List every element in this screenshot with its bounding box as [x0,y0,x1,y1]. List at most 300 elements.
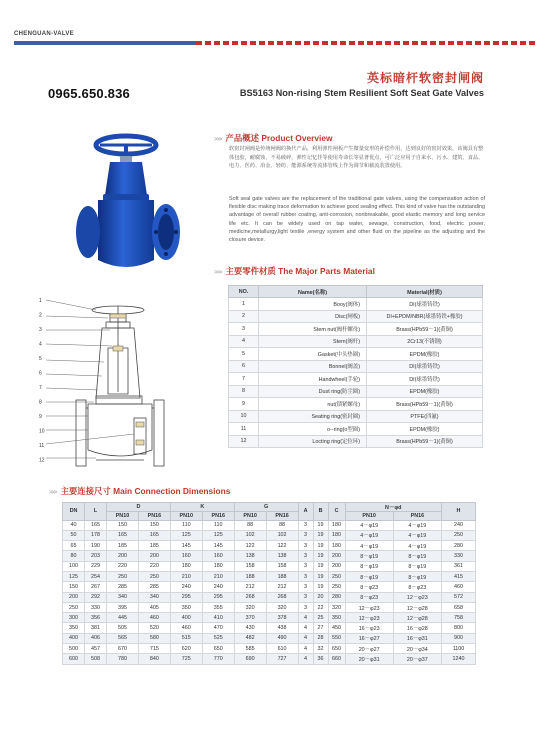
table-cell: 8－φ23 [345,592,393,602]
table-row [63,654,476,664]
table-cell: EPDM(橡胶) [367,423,483,436]
table-cell: 27 [313,623,328,633]
table-row [229,398,483,411]
table-cell: 660 [328,654,345,664]
table-cell: 4 [298,623,313,633]
table-cell: 145 [170,541,202,551]
table-cell: 180 [328,541,345,551]
table-cell: Booy(阀体) [259,298,367,311]
table-cell: 158 [266,561,298,571]
table-cell: 3 [298,541,313,551]
table-cell: Seating ring(密封圈) [259,410,367,423]
drawing-callout-label: 5 [39,356,42,362]
table-cell: 1100 [442,644,476,654]
table-row [229,423,483,436]
drawing-callout-label: 11 [39,443,45,449]
table-cell: 150 [138,520,170,530]
column-subheader: PN10 [345,512,393,521]
table-cell: 12－φ23 [393,592,441,602]
table-cell: Brass(HPb59－1)(黄铜) [367,398,483,411]
table-cell: 88 [266,520,298,530]
table-row [63,571,476,581]
table-row [63,582,476,592]
table-cell: 300 [63,613,85,623]
table-row [229,385,483,398]
table-cell: 19 [313,520,328,530]
table-row [63,613,476,623]
table-cell: 165 [85,520,107,530]
chevron-arrows-icon: >>> [214,137,222,143]
overview-text-english: Soft seal gate valves are the replacement of the traditional gate valves, using the compensation action of flexible disc making trace deformation to achieve good sealing effect. This kind of valve has the outstanding advantage of overall rubber coating, anti-corrosion, nonbreakable, good elastic memory and long service life etc. It can be widely used on tap water, sewage, construction, food, electric power, medicine,metallurgy,light textile ,energy system and other fluid on the pipeline as the adjusting and the closure device. [229,196,486,244]
table-cell: 5 [229,348,259,361]
table-cell: 102 [266,530,298,540]
table-cell: 220 [107,561,139,571]
table-cell: 12 [229,435,259,448]
connection-heading: >>> 主要连接尺寸 Main Connection Dimensions [49,486,231,496]
table-cell: 450 [328,623,345,633]
table-cell: 250 [107,571,139,581]
table-cell: 405 [138,602,170,612]
table-cell: 158 [234,561,266,571]
table-cell: 200 [138,551,170,561]
table-cell: 381 [85,623,107,633]
table-cell: 525 [202,633,234,643]
table-cell: 3 [298,530,313,540]
table-row [229,323,483,336]
column-header: Name(名称) [259,286,367,298]
column-subheader: PN10 [234,512,266,521]
column-header: DN [63,503,85,521]
table-row [229,360,483,373]
table-row [229,410,483,423]
table-cell: 320 [328,602,345,612]
table-cell: 330 [85,602,107,612]
table-cell: 36 [313,654,328,664]
table-cell: 3 [298,571,313,581]
column-subheader: PN16 [138,512,170,521]
table-cell: 188 [266,571,298,581]
chevron-arrows-icon: >>> [214,270,222,276]
drawing-callout-label: 8 [39,399,42,406]
column-header: A [298,503,313,521]
table-cell: 19 [313,530,328,540]
table-cell: 340 [138,592,170,602]
column-header: D [107,503,171,512]
table-cell: 410 [202,613,234,623]
table-cell: Stem nut(阀杆螺母) [259,323,367,336]
table-row [63,602,476,612]
table-cell: nut(锁紧螺母) [259,398,367,411]
table-cell: 185 [138,541,170,551]
table-row [63,633,476,643]
table-cell: 4－φ19 [345,530,393,540]
table-cell: 229 [85,561,107,571]
table-cell: 180 [202,561,234,571]
table-cell: 565 [107,633,139,643]
table-cell: 150 [107,520,139,530]
table-cell: 361 [442,561,476,571]
table-cell: 212 [266,582,298,592]
table-cell: 4 [298,654,313,664]
table-row [63,561,476,571]
table-row [63,623,476,633]
table-cell: 268 [234,592,266,602]
table-cell: 25 [313,613,328,623]
table-cell: 122 [234,541,266,551]
table-cell: 350 [170,602,202,612]
table-cell: 2Cr13(不锈钢) [367,335,483,348]
table-cell: 16－φ27 [345,633,393,643]
table-cell: 1240 [442,654,476,664]
table-cell: 395 [107,602,139,612]
title-english: BS5163 Non-rising Stem Resilient Soft Seat Gate Valves [239,88,484,98]
table-row [229,435,483,448]
table-cell: 250 [328,582,345,592]
table-cell: Locting ring(定位环) [259,435,367,448]
parts-heading: >>> 主要零件材质 The Major Parts Material [214,266,375,276]
table-cell: 580 [138,633,170,643]
table-cell: 330 [442,551,476,561]
table-cell: 770 [202,654,234,664]
table-cell: 320 [266,602,298,612]
table-row [229,310,483,323]
table-cell: Handwheel(手轮) [259,373,367,386]
table-cell: Gasket(中头垫圈) [259,348,367,361]
table-cell: EPDM(橡胶) [367,348,483,361]
chevron-arrows-icon: >>> [49,490,57,496]
table-cell: 160 [202,551,234,561]
table-cell: 20－φ27 [345,644,393,654]
table-cell: 758 [442,613,476,623]
table-row [63,644,476,654]
table-cell: 165 [138,530,170,540]
table-cell: 8－φ19 [393,571,441,581]
column-header: Material(材质) [367,286,483,298]
drawing-callout-label: 9 [39,414,42,420]
table-cell: 220 [138,561,170,571]
table-subheader-row [63,512,476,521]
valve-sectional-drawing [36,288,176,480]
column-header: B [313,503,328,521]
overview-heading: >>> 产品概述 Product Overview [214,133,333,143]
table-cell: 572 [442,592,476,602]
table-cell: Bonnel(阀盖) [259,360,367,373]
table-row [63,541,476,551]
column-header: K [170,503,234,512]
drawing-callout-label: 1 [39,298,42,304]
table-cell: 32 [313,644,328,654]
table-cell: 210 [170,571,202,581]
table-cell: 445 [107,613,139,623]
table-cell: 4－φ19 [393,530,441,540]
table-cell: 138 [266,551,298,561]
table-cell: 6 [229,360,259,373]
table-cell: Dust ring(防尘圈) [259,385,367,398]
table-cell: 3 [298,602,313,612]
table-cell: 350 [63,623,85,633]
table-cell: 178 [85,530,107,540]
table-cell: 20－φ37 [393,654,441,664]
table-cell: 19 [313,571,328,581]
table-cell: 470 [202,623,234,633]
table-cell: 12－φ23 [345,613,393,623]
table-cell: 295 [170,592,202,602]
table-cell: 19 [313,582,328,592]
column-header: G [234,503,298,512]
table-cell: DI+EPDM/NBR(球墨铸铁+橡胶) [367,310,483,323]
table-cell: 125 [202,530,234,540]
table-cell: 280 [442,541,476,551]
column-subheader: PN16 [266,512,298,521]
table-cell: 125 [170,530,202,540]
table-row [229,335,483,348]
table-row [63,530,476,540]
table-cell: 356 [85,613,107,623]
table-cell: 9 [229,398,259,411]
table-cell: 490 [266,633,298,643]
drawing-callout-label: 10 [39,428,45,435]
table-cell: 4－φ19 [345,541,393,551]
table-cell: 19 [313,561,328,571]
table-cell: 550 [328,633,345,643]
table-cell: 80 [63,551,85,561]
table-cell: 460 [170,623,202,633]
table-row [229,298,483,311]
table-header-row [63,503,476,512]
table-cell: Brass(HPb59－1)(黄铜) [367,435,483,448]
table-cell: DI(球墨铸铁) [367,298,483,311]
phone-number: 0965.650.836 [48,86,130,101]
column-subheader: PN16 [393,512,441,521]
table-cell: 3 [298,520,313,530]
table-cell: 240 [442,520,476,530]
table-cell: 515 [170,633,202,643]
table-row [63,551,476,561]
table-cell: 122 [266,541,298,551]
table-cell: 102 [234,530,266,540]
table-cell: 4 [298,633,313,643]
table-cell: 8－φ19 [393,551,441,561]
table-cell: 8－φ19 [345,551,393,561]
table-cell: Stem(阀杆) [259,335,367,348]
table-cell: 145 [202,541,234,551]
table-row [229,348,483,361]
drawing-callout-label: 2 [39,312,42,319]
table-row [63,592,476,602]
column-header: H [442,503,476,521]
table-cell: 2 [229,310,259,323]
column-header: L [85,503,107,521]
table-cell: 8－φ19 [393,561,441,571]
table-cell: 11 [229,423,259,436]
table-cell: 165 [107,530,139,540]
table-cell: 250 [328,571,345,581]
table-cell: 8 [229,385,259,398]
table-cell: 200 [107,551,139,561]
drawing-callout-label: 3 [39,327,42,333]
table-row [229,373,483,386]
table-cell: 3 [298,551,313,561]
drawing-callout-label: 4 [39,341,42,348]
table-cell: 180 [328,520,345,530]
table-cell: 12－φ23 [345,602,393,612]
table-cell: 4－φ19 [393,541,441,551]
table-cell: 340 [107,592,139,602]
column-subheader: PN16 [202,512,234,521]
table-cell: 650 [202,644,234,654]
table-cell: 12－φ28 [393,602,441,612]
table-cell: 110 [202,520,234,530]
table-cell: 508 [85,654,107,664]
table-cell: 4－φ19 [345,520,393,530]
table-cell: 8－φ23 [393,582,441,592]
table-cell: 3 [298,561,313,571]
table-cell: 650 [328,644,345,654]
table-cell: 285 [107,582,139,592]
table-cell: Brass(HPb59－1)(黄铜) [367,323,483,336]
table-cell: 3 [298,592,313,602]
table-cell: 125 [63,571,85,581]
table-cell: 16－φ23 [345,623,393,633]
overview-text-chinese: 软密封闸阀是传统闸阀的换代产品，利用弹性闸板产生微量变形的补偿作用，达到良好的密封效果，该阀具有整体包胶，耐腐蚀，不易破碎，弹性记忆佳等使用寿命长等显著优点，可广泛应用于自来水、污水、建筑、食品、电力、医药、冶金、轻纺、能源系统等流体管线上作为调节和截流装置使用。 [229,146,484,170]
table-cell: EPDM(橡胶) [367,385,483,398]
table-cell: 28 [313,633,328,643]
table-cell: 355 [202,602,234,612]
table-cell: 40 [63,520,85,530]
table-cell: 240 [170,582,202,592]
table-cell: 3 [229,323,259,336]
table-cell: 8－φ23 [345,582,393,592]
table-cell: 210 [202,571,234,581]
table-cell: 600 [63,654,85,664]
table-cell: 110 [170,520,202,530]
table-cell: 190 [85,541,107,551]
table-cell: 19 [313,541,328,551]
table-cell: 670 [107,644,139,654]
table-cell: 780 [107,654,139,664]
table-cell: 250 [63,602,85,612]
table-cell: 900 [442,633,476,643]
table-cell: 12－φ28 [393,613,441,623]
table-cell: 7 [229,373,259,386]
table-cell: 457 [85,644,107,654]
table-cell: 267 [85,582,107,592]
table-row [63,520,476,530]
table-cell: 200 [328,551,345,561]
column-header: N－φd [345,503,441,512]
table-cell: 482 [234,633,266,643]
table-cell: 438 [266,623,298,633]
table-cell: 250 [442,530,476,540]
table-cell: 415 [442,571,476,581]
table-cell: 22 [313,602,328,612]
table-cell: 250 [138,571,170,581]
table-cell: 188 [234,571,266,581]
table-cell: 610 [266,644,298,654]
table-cell: PTFE(四氟) [367,410,483,423]
table-cell: 212 [234,582,266,592]
table-cell: 4－φ19 [393,520,441,530]
column-subheader: PN10 [170,512,202,521]
table-cell: 4 [229,335,259,348]
table-cell: DI(球墨铸铁) [367,373,483,386]
title-chinese: 英标暗杆软密封闸阀 [366,71,484,85]
drawing-callout-label: 6 [39,370,42,377]
table-cell: 4 [298,644,313,654]
parts-material-table [228,285,483,448]
table-cell: 292 [85,592,107,602]
table-cell: 10 [229,410,259,423]
table-cell: 20－φ34 [393,644,441,654]
table-cell: 585 [234,644,266,654]
table-cell: 203 [85,551,107,561]
table-cell: o--ring(o型圈) [259,423,367,436]
table-cell: 430 [234,623,266,633]
table-cell: 200 [63,592,85,602]
table-cell: 240 [202,582,234,592]
table-cell: 8－φ19 [345,561,393,571]
table-cell: 100 [63,561,85,571]
table-cell: 350 [328,613,345,623]
table-cell: 88 [234,520,266,530]
table-cell: 50 [63,530,85,540]
table-cell: 800 [442,623,476,633]
table-cell: 690 [234,654,266,664]
table-cell: 20 [313,592,328,602]
table-cell: 160 [170,551,202,561]
table-cell: 378 [266,613,298,623]
header-rule-accent [196,41,538,45]
table-cell: 180 [328,530,345,540]
table-cell: 4 [298,613,313,623]
table-cell: 20－φ31 [345,654,393,664]
table-header-row [229,286,483,298]
table-cell: 8－φ19 [345,571,393,581]
table-cell: 185 [107,541,139,551]
table-cell: 1 [229,298,259,311]
table-cell: 150 [63,582,85,592]
table-cell: 285 [138,582,170,592]
brand-name: CHENGUAN-VALVE [14,31,74,37]
table-cell: 715 [138,644,170,654]
table-cell: 19 [313,551,328,561]
table-cell: 400 [170,613,202,623]
table-cell: 16－φ28 [393,623,441,633]
table-cell: DI(球墨铸铁) [367,360,483,373]
table-cell: 727 [266,654,298,664]
valve-product-image [70,130,196,282]
table-cell: 658 [442,602,476,612]
table-cell: 500 [63,644,85,654]
table-cell: 725 [170,654,202,664]
table-cell: 460 [138,613,170,623]
table-cell: 460 [442,582,476,592]
table-cell: 320 [234,602,266,612]
table-cell: 268 [266,592,298,602]
table-cell: 138 [234,551,266,561]
table-cell: 200 [328,561,345,571]
connection-dimensions-table [62,502,476,665]
column-subheader: PN10 [107,512,139,521]
table-cell: 16－φ31 [393,633,441,643]
table-cell: 3 [298,582,313,592]
table-cell: 505 [107,623,139,633]
drawing-callout-label: 12 [39,457,45,464]
table-cell: 520 [138,623,170,633]
drawing-callout-label: 7 [39,385,42,391]
table-cell: 370 [234,613,266,623]
table-cell: 620 [170,644,202,654]
